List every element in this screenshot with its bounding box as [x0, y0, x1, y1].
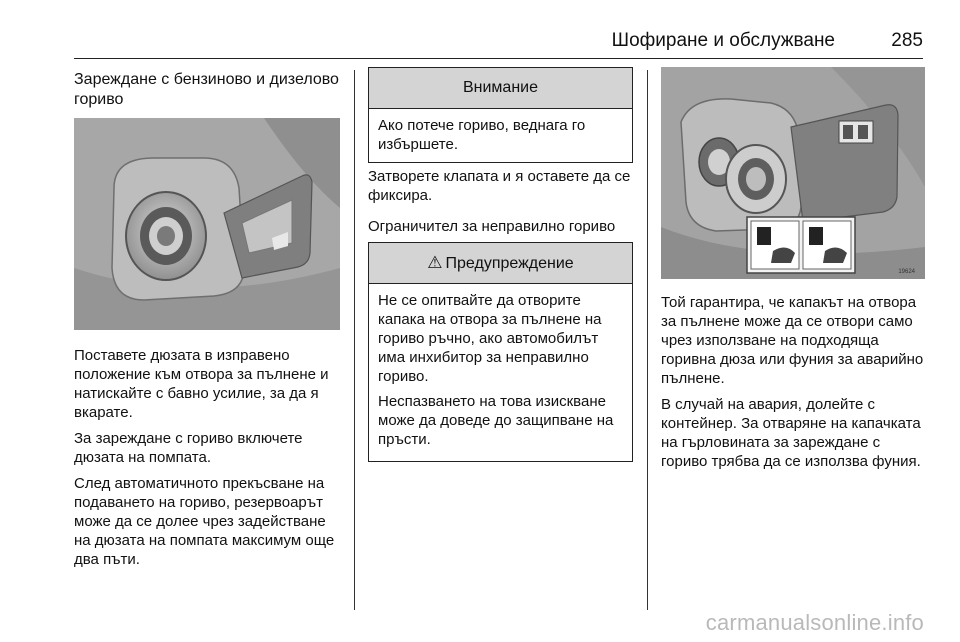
page-number: 285	[891, 30, 923, 51]
subheading: Ограничител за неправилно гориво	[368, 218, 616, 235]
caution-box	[368, 67, 633, 163]
warning-box	[368, 242, 633, 462]
fuel-filler-figure	[74, 118, 340, 330]
column-divider-2	[647, 70, 648, 610]
column-divider-1	[354, 70, 355, 610]
misfuel-inhibitor-figure	[661, 67, 925, 279]
warning-heading-row	[369, 243, 632, 284]
paragraph: В случай на авария, долейте с контейнер. За отваряне на капачката на гърловината за зареждане с гориво трябва да се използва фуния.	[661, 396, 921, 470]
caution-text: Ако потече гориво, веднага го избършете.	[378, 117, 586, 153]
warning-paragraph: Не се опитвайте да отворите капака на отвора за пълнене на гориво ръчно, ако автомобилът има инхибитор за неправилно гориво.	[378, 292, 602, 385]
paragraph: Той гарантира, че капакът на отвора за пълнене може да се отвори само чрез използване на подходяща горивна дюза или фуния за аварийно пълнене.	[661, 294, 924, 387]
header-rule	[74, 58, 923, 59]
watermark: carmanualsonline.info	[705, 610, 924, 635]
caution-heading: Внимание	[369, 68, 632, 109]
paragraph: Поставете дюзата в изправено положение към отвора за пълнене и натискайте с бавно усилие, за да я вкарате.	[74, 347, 329, 421]
paragraph: За зареждане с гориво включете дюзата на помпата.	[74, 430, 303, 466]
column-middle	[368, 167, 633, 243]
column-left	[74, 70, 342, 576]
section-title: Зареждане с бензиново и дизелово гориво	[74, 71, 339, 108]
running-header-title: Шофиране и обслужване	[611, 30, 835, 51]
paragraph: Затворете клапата и я оставете да се фиксира.	[368, 168, 631, 204]
warning-triangle-icon: ⚠	[427, 253, 443, 272]
paragraph: След автоматичното прекъсване на подаването на гориво, резервоарът може да се долее чрез задействане на дюзата на помпата максимум още два пъти.	[74, 475, 335, 568]
warning-paragraph: Неспазването на това изискване може да доведе до защипване на пръсти.	[378, 393, 614, 448]
figure-code: 19624	[898, 269, 915, 275]
warning-heading: Предупреждение	[445, 255, 574, 272]
column-right	[661, 67, 926, 478]
